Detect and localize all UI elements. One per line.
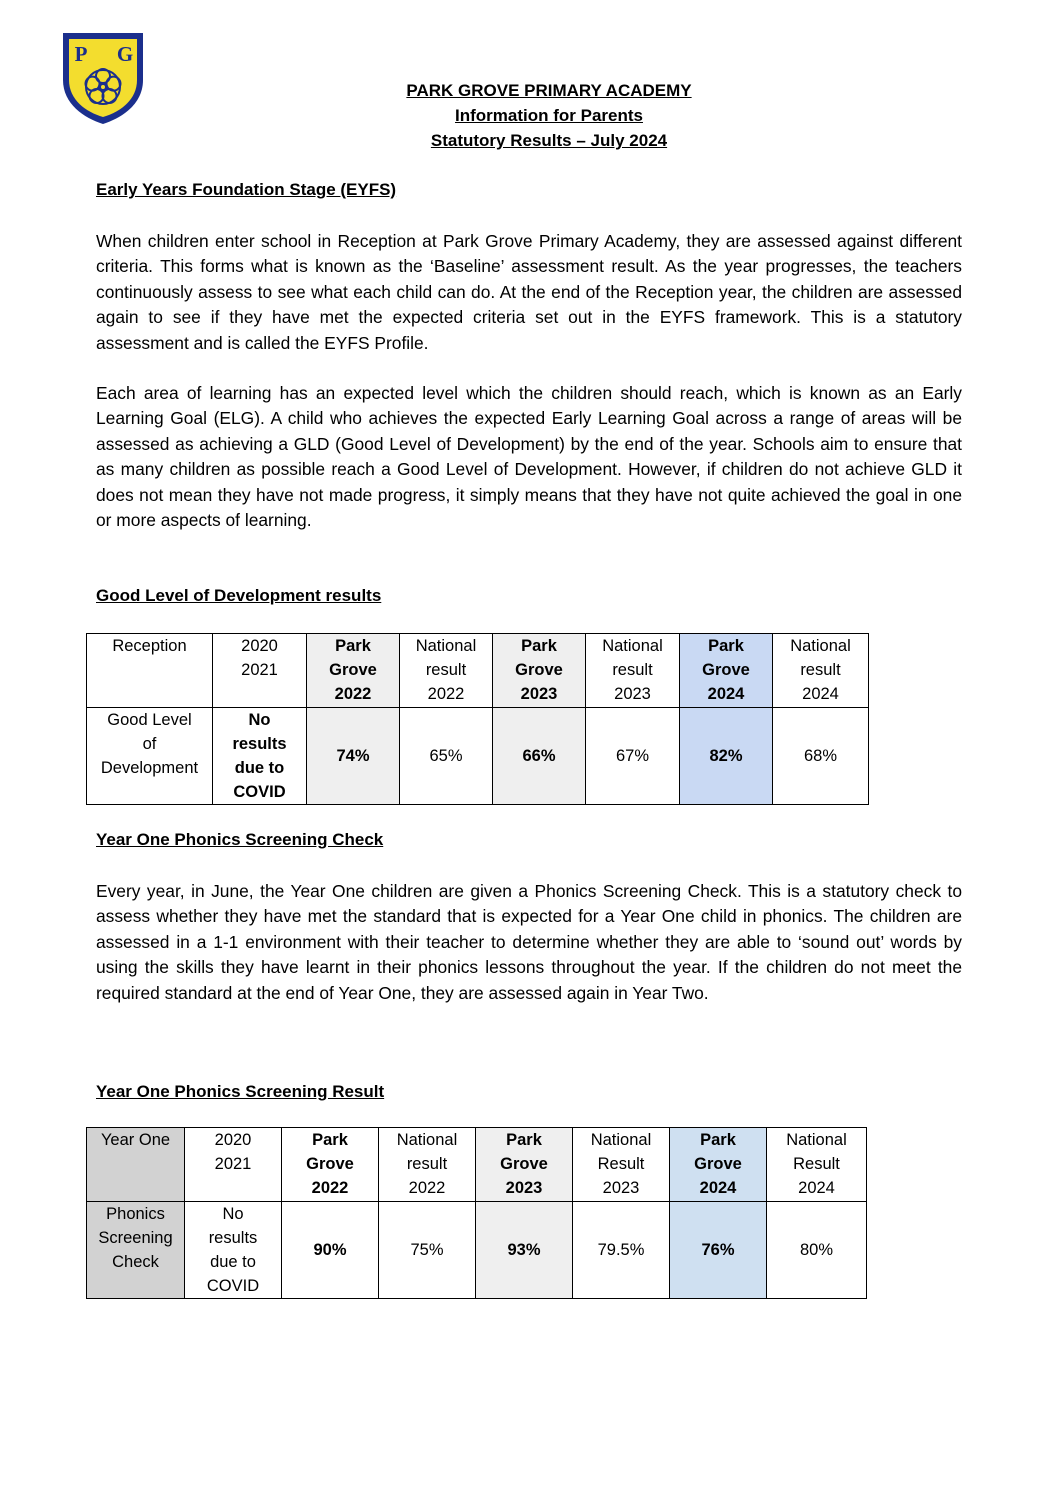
header-cell (586, 634, 680, 708)
value-cell (400, 708, 493, 805)
cell-line: Screening (98, 1229, 173, 1247)
table-header-row (87, 1128, 867, 1202)
cell-line: Phonics (106, 1205, 165, 1223)
school-name: PARK GROVE PRIMARY ACADEMY (406, 81, 692, 100)
cell-line: Development (100, 759, 199, 777)
row-label-cell (87, 1202, 185, 1299)
value-cell (476, 1202, 573, 1299)
cell-line: Park (700, 1131, 736, 1149)
cell-line: 2021 (214, 1155, 252, 1173)
cell-line: results (208, 1229, 258, 1247)
cell-line: due to (210, 1253, 256, 1271)
value-text: 66% (522, 747, 556, 765)
value-cell (670, 1202, 767, 1299)
cell-line: 2022 (427, 685, 465, 703)
header-cell (379, 1128, 476, 1202)
phonics-results-table (86, 1127, 867, 1299)
cell-line: 2023 (614, 685, 651, 703)
gld-heading: Good Level of Development results (96, 586, 382, 605)
cell-line: due to (234, 759, 285, 777)
value-cell (586, 708, 680, 805)
cell-line: Year One (100, 1131, 171, 1149)
value-text: 68% (803, 747, 838, 765)
cell-line: 2023 (520, 685, 558, 703)
header-cell (767, 1128, 867, 1202)
cell-line: Check (112, 1253, 159, 1271)
cell-line: Park (506, 1131, 542, 1149)
value-cell (493, 708, 586, 805)
gld-results-table (86, 633, 869, 805)
header-cell (282, 1128, 379, 1202)
cell-line: result (425, 661, 467, 679)
cell-line: Park (312, 1131, 348, 1149)
document-header (0, 78, 1060, 153)
value-text: 75% (410, 1241, 444, 1259)
covid-note-cell (213, 708, 307, 805)
logo-letter-g: G (116, 42, 134, 66)
table-header-row (87, 634, 869, 708)
cell-line: 2024 (802, 685, 839, 703)
cell-line: 2024 (699, 1179, 737, 1197)
cell-line: No (222, 1205, 244, 1223)
cell-line: 2024 (707, 685, 745, 703)
document-subtitle: Information for Parents (455, 106, 643, 125)
value-text: 74% (336, 747, 370, 765)
cell-line: National (602, 637, 663, 655)
cell-line: of (142, 735, 157, 753)
value-cell (680, 708, 773, 805)
cell-line: Park (708, 637, 744, 655)
header-cell (87, 1128, 185, 1202)
cell-line: Grove (306, 1155, 354, 1173)
header-cell (307, 634, 400, 708)
cell-line: 2021 (241, 661, 278, 679)
cell-line: COVID (233, 783, 286, 801)
cell-line: National (790, 637, 851, 655)
value-cell (767, 1202, 867, 1299)
value-cell (773, 708, 869, 805)
cell-line: 2024 (798, 1179, 835, 1197)
cell-line: 2020 (241, 637, 278, 655)
value-text: 93% (507, 1241, 541, 1259)
cell-line: results (232, 735, 287, 753)
covid-note-cell (185, 1202, 282, 1299)
header-cell (87, 634, 213, 708)
value-cell (282, 1202, 379, 1299)
cell-line: National (396, 1131, 458, 1149)
header-cell (773, 634, 869, 708)
table-row (87, 708, 869, 805)
cell-line: Good Level (107, 711, 192, 729)
cell-line: result (612, 661, 653, 679)
cell-line: National (590, 1131, 652, 1149)
cell-line: 2023 (602, 1179, 640, 1197)
cell-line: result (800, 661, 841, 679)
value-text: 82% (709, 747, 743, 765)
cell-line: Grove (515, 661, 563, 679)
value-text: 67% (615, 747, 650, 765)
value-text: 79.5% (597, 1241, 645, 1259)
cell-line: Park (335, 637, 371, 655)
cell-line: 2023 (505, 1179, 543, 1197)
cell-line: Grove (500, 1155, 548, 1173)
cell-line: result (406, 1155, 448, 1173)
cell-line: 2022 (311, 1179, 349, 1197)
value-cell (379, 1202, 476, 1299)
value-text: 65% (429, 747, 463, 765)
cell-line: National (415, 637, 477, 655)
phonics-results-heading: Year One Phonics Screening Result (96, 1082, 385, 1101)
eyfs-paragraph-2: Each area of learning has an expected level which the children should reach, which is known as an Early Learning Goal (ELG). A child who achieves the expected Early Learning Goal across a range of areas will be assessed as achieving a GLD (Good Level of Development) by the end of the year. Schools aim to ensure that as many children as possible reach a Good Level of Development. However, if children do not achieve GLD it does not mean they have not made progress, it simply means that they have not quite achieved the goal in one or more aspects of learning. (96, 383, 962, 531)
phonics-paragraph: Every year, in June, the Year One children are given a Phonics Screening Check. This is a statutory check to assess whether they have met the standard that is expected for a Year One child in phonics. The children are assessed in a 1-1 environment with their teacher to determine whether they are able to ‘sound out’ words by using the skills they have learnt in their phonics lessons throughout the year. If the children do not meet the required standard at the end of Year One, they are assessed again in Year Two. (96, 881, 962, 1003)
header-cell (573, 1128, 670, 1202)
results-title: Statutory Results – July 2024 (430, 131, 668, 150)
cell-line: Result (597, 1155, 645, 1173)
header-cell (493, 634, 586, 708)
value-text: 90% (313, 1241, 347, 1259)
value-text: 76% (701, 1241, 735, 1259)
cell-line: 2022 (408, 1179, 446, 1197)
cell-line: Grove (702, 661, 750, 679)
cell-line: 2020 (214, 1131, 252, 1149)
row-label-cell (87, 708, 213, 805)
value-cell (307, 708, 400, 805)
header-cell (213, 634, 307, 708)
eyfs-heading: Early Years Foundation Stage (EYFS) (96, 180, 397, 199)
value-text: 80% (799, 1241, 834, 1259)
cell-line: Reception (112, 637, 187, 655)
eyfs-paragraph-1: When children enter school in Reception at Park Grove Primary Academy, they are assessed against different criteria. This forms what is known as the ‘Baseline’ assessment result. As the year progresses, the teachers continuously assess to see what each child can do. At the end of the Reception year, the children are assessed again to see if they have met the expected criteria set out in the EYFS framework. This is a statutory assessment and is called the EYFS Profile. (96, 231, 962, 353)
header-cell (185, 1128, 282, 1202)
header-cell (400, 634, 493, 708)
cell-line: 2022 (334, 685, 372, 703)
phonics-heading: Year One Phonics Screening Check (96, 830, 384, 849)
value-cell (573, 1202, 670, 1299)
cell-line: Park (521, 637, 557, 655)
header-cell (680, 634, 773, 708)
cell-line: No (248, 711, 271, 729)
header-cell (670, 1128, 767, 1202)
table-row (87, 1202, 867, 1299)
cell-line: Grove (329, 661, 377, 679)
cell-line: National (786, 1131, 847, 1149)
logo-letter-p: P (74, 42, 88, 66)
cell-line: Grove (694, 1155, 742, 1173)
cell-line: COVID (206, 1277, 260, 1295)
cell-line: Result (793, 1155, 840, 1173)
header-cell (476, 1128, 573, 1202)
